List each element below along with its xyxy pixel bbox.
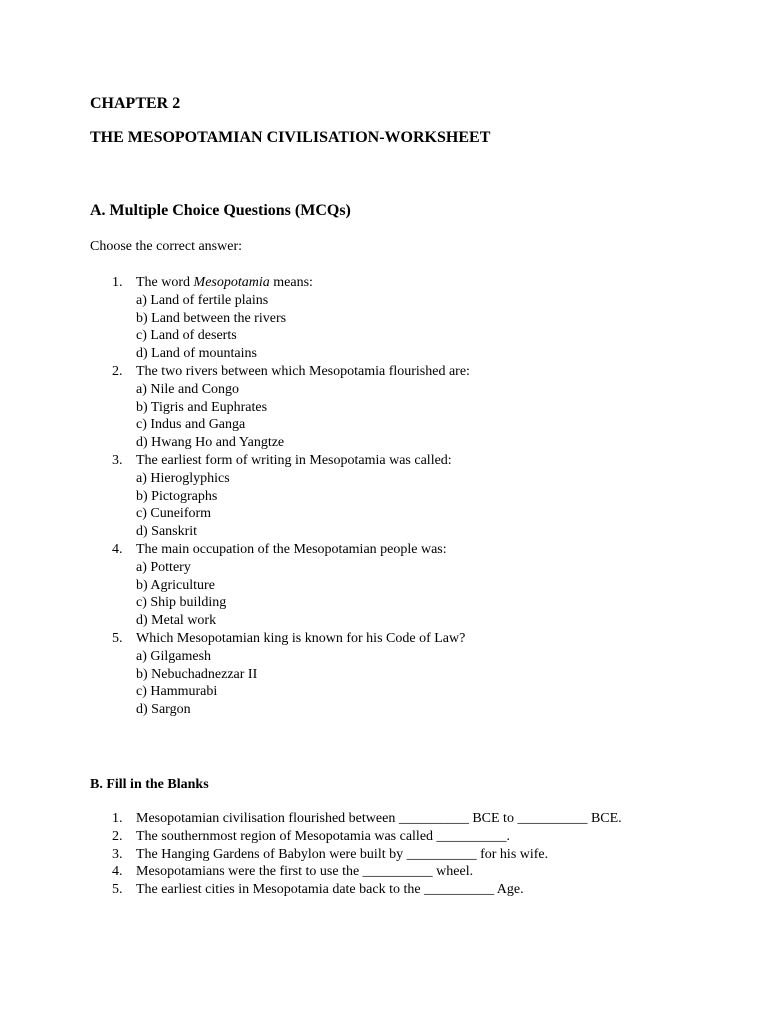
section-a-instruction: Choose the correct answer: (90, 239, 242, 254)
item-number: 2. (112, 828, 123, 844)
mcq-question-1 (0, 274, 768, 292)
item-text: The southernmost region of Mesopotamia was called __________. (136, 828, 511, 844)
mcq-question-3 (0, 452, 768, 470)
section-b-heading: B. Fill in the Blanks (90, 777, 209, 792)
item-text: The Hanging Gardens of Babylon were built by __________ for his wife. (136, 846, 549, 862)
fill-blank-item (0, 810, 768, 828)
mcq-option: d) Hwang Ho and Yangtze (136, 435, 285, 451)
question-text: The two rivers between which Mesopotamia flourished are: (136, 363, 470, 379)
fill-blank-item (0, 846, 768, 864)
question-text: The word Mesopotamia means: (136, 275, 313, 290)
mcq-option: b) Nebuchadnezzar II (136, 666, 258, 682)
fill-blank-item (0, 863, 768, 881)
mcq-option: d) Sanskrit (136, 524, 198, 540)
mcq-option: a) Land of fertile plains (136, 292, 269, 308)
mcq-list (0, 274, 768, 719)
question-text: The main occupation of the Mesopotamian people was: (136, 541, 447, 557)
question-number: 2. (112, 363, 123, 379)
mcq-option: a) Nile and Congo (136, 381, 240, 397)
mcq-option: d) Metal work (136, 613, 217, 629)
italic-term: Mesopotamia (193, 275, 270, 290)
item-number: 5. (112, 882, 123, 898)
mcq-option: a) Gilgamesh (136, 648, 212, 664)
item-number: 1. (112, 811, 123, 826)
chapter-heading: CHAPTER 2 (90, 95, 181, 112)
question-text: Which Mesopotamian king is known for his Code of Law? (136, 630, 466, 646)
mcq-option: b) Tigris and Euphrates (136, 399, 268, 415)
question-text: The earliest form of writing in Mesopotamia was called: (136, 452, 452, 468)
item-text: Mesopotamians were the first to use the __________ wheel. (136, 864, 474, 880)
mcq-option: b) Agriculture (136, 577, 215, 593)
mcq-option: c) Ship building (136, 595, 227, 611)
mcq-option: a) Hieroglyphics (136, 470, 230, 486)
mcq-option: b) Pictographs (136, 488, 218, 504)
section-a-heading: A. Multiple Choice Questions (MCQs) (90, 202, 351, 219)
mcq-question-5 (0, 630, 768, 648)
mcq-option: c) Cuneiform (136, 506, 212, 522)
question-number: 1. (112, 275, 123, 290)
question-number: 4. (112, 541, 123, 557)
question-number: 5. (112, 630, 123, 646)
mcq-option: c) Land of deserts (136, 328, 237, 344)
item-text: The earliest cities in Mesopotamia date back to the __________ Age. (136, 882, 524, 898)
mcq-option: d) Land of mountains (136, 346, 257, 362)
mcq-option: b) Land between the rivers (136, 310, 287, 326)
mcq-question-2 (0, 363, 768, 381)
fill-blank-item (0, 881, 768, 899)
fill-blank-item (0, 828, 768, 846)
mcq-option: c) Indus and Ganga (136, 417, 246, 433)
worksheet-title: THE MESOPOTAMIAN CIVILISATION-WORKSHEET (90, 129, 491, 146)
fill-in-blanks-list (0, 810, 768, 899)
item-number: 3. (112, 846, 123, 862)
mcq-option: a) Pottery (136, 559, 191, 575)
item-number: 4. (112, 864, 123, 880)
mcq-option: d) Sargon (136, 702, 191, 718)
item-text: Mesopotamian civilisation flourished between __________ BCE to __________ BCE. (136, 811, 622, 826)
question-number: 3. (112, 452, 123, 468)
mcq-option: c) Hammurabi (136, 684, 218, 700)
mcq-question-4 (0, 541, 768, 559)
